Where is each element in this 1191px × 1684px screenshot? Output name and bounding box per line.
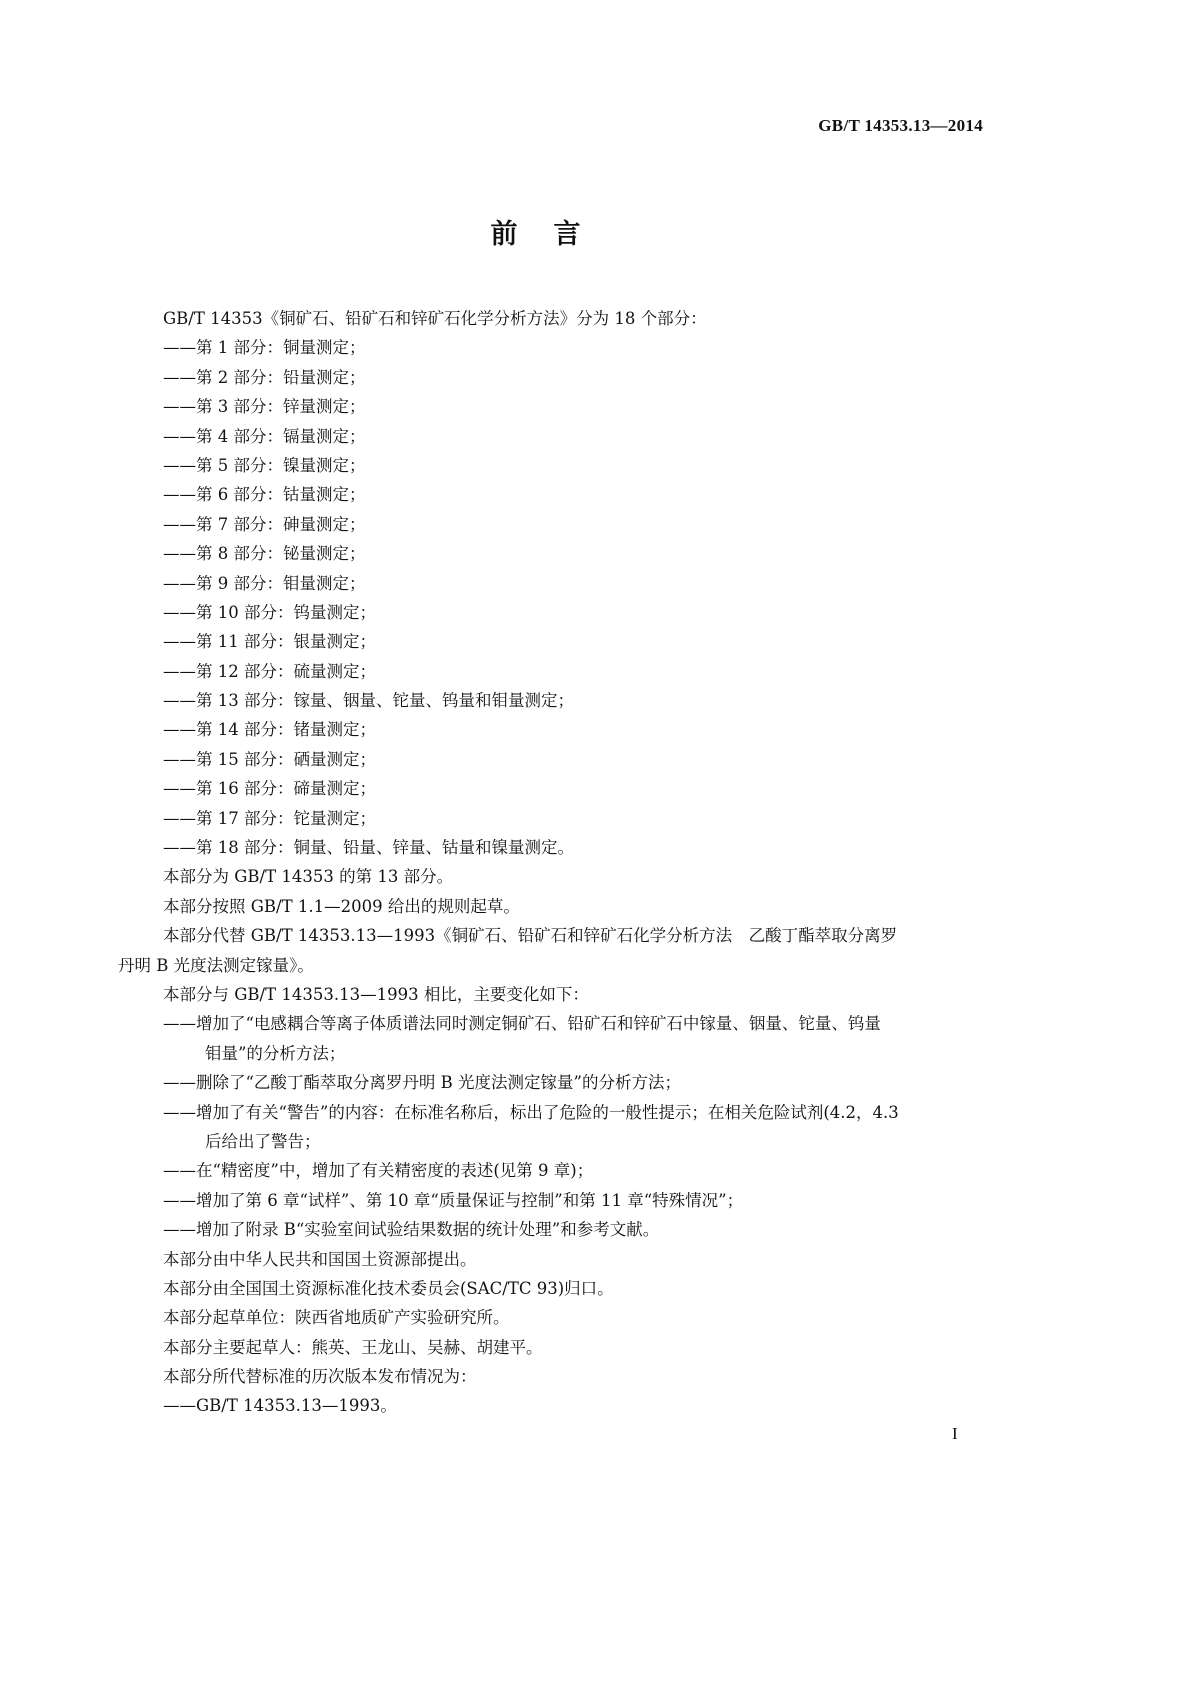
list-item: ——第 7 部分：砷量测定；: [163, 514, 366, 534]
continuation-line: 钼量”的分析方法；: [205, 1043, 346, 1063]
list-item: ——第 3 部分：锌量测定；: [163, 397, 366, 417]
list-item: ——第 18 部分：铜量、铅量、锌量、钴量和镍量测定。: [163, 838, 574, 858]
list-item: ——增加了有关“警告”的内容：在标准名称后，标出了危险的一般性提示；在相关危险试剂(4.2，4.3: [163, 1102, 899, 1122]
list-item: ——第 10 部分：钨量测定；: [163, 602, 376, 622]
paragraph-line: 本部分主要起草人：熊英、王龙山、吴赫、胡建平。: [163, 1337, 543, 1357]
list-item: ——第 13 部分：镓量、铟量、铊量、钨量和钼量测定；: [163, 691, 574, 711]
paragraph-line: 本部分按照 GB/T 1.1—2009 给出的规则起草。: [163, 896, 520, 916]
list-item: ——第 9 部分：钼量测定；: [163, 573, 366, 593]
paragraph-line: 本部分起草单位：陕西省地质矿产实验研究所。: [163, 1308, 510, 1328]
list-item: ——在“精密度”中，增加了有关精密度的表述(见第 9 章)；: [163, 1161, 594, 1181]
list-item: ——第 12 部分：硫量测定；: [163, 661, 376, 681]
list-item: ——增加了第 6 章“试样”、第 10 章“质量保证与控制”和第 11 章“特殊情况”；: [163, 1190, 744, 1210]
list-item: ——第 17 部分：铊量测定；: [163, 808, 376, 828]
list-item: ——第 11 部分：银量测定；: [163, 632, 376, 652]
paragraph-line: 本部分由中华人民共和国国土资源部提出。: [163, 1249, 477, 1269]
list-item: ——第 1 部分：铜量测定；: [163, 338, 366, 358]
list-item: ——第 2 部分：铅量测定；: [163, 367, 366, 387]
page-number: I: [952, 1424, 958, 1443]
page-title: 前言: [490, 219, 617, 250]
list-item: ——GB/T 14353.13—1993。: [163, 1396, 397, 1416]
list-item: ——第 5 部分：镍量测定；: [163, 455, 366, 475]
paragraph-line: 本部分代替 GB/T 14353.13—1993《铜矿石、铅矿石和锌矿石化学分析方法 乙酸丁酯萃取分离罗: [163, 926, 898, 946]
list-item: ——第 6 部分：钴量测定；: [163, 485, 366, 505]
list-item: ——第 8 部分：铋量测定；: [163, 544, 366, 564]
list-item: ——增加了“电感耦合等离子体质谱法同时测定铜矿石、铅矿石和锌矿石中镓量、铟量、铊量、钨量: [163, 1014, 881, 1034]
list-item: ——第 16 部分：碲量测定；: [163, 779, 376, 799]
document-body: [118, 304, 988, 1421]
continuation-line: 后给出了警告；: [205, 1131, 321, 1151]
continuation-line: 丹明 B 光度法测定镓量》。: [118, 955, 314, 975]
list-item: ——第 15 部分：硒量测定；: [163, 749, 376, 769]
standard-number: GB/T 14353.13—2014: [818, 116, 983, 135]
paragraph-line: 本部分为 GB/T 14353 的第 13 部分。: [163, 867, 454, 887]
list-item: ——第 14 部分：锗量测定；: [163, 720, 376, 740]
paragraph-line: 本部分由全国国土资源标准化技术委员会(SAC/TC 93)归口。: [163, 1278, 614, 1298]
list-item: ——删除了“乙酸丁酯萃取分离罗丹明 B 光度法测定镓量”的分析方法；: [163, 1073, 681, 1093]
paragraph-line: 本部分所代替标准的历次版本发布情况为：: [163, 1367, 477, 1387]
paragraph-line: GB/T 14353《铜矿石、铅矿石和锌矿石化学分析方法》分为 18 个部分：: [163, 309, 707, 328]
list-item: ——第 4 部分：镉量测定；: [163, 426, 366, 446]
paragraph-line: 本部分与 GB/T 14353.13—1993 相比，主要变化如下：: [163, 984, 589, 1004]
list-item: ——增加了附录 B“实验室间试验结果数据的统计处理”和参考文献。: [163, 1220, 660, 1240]
